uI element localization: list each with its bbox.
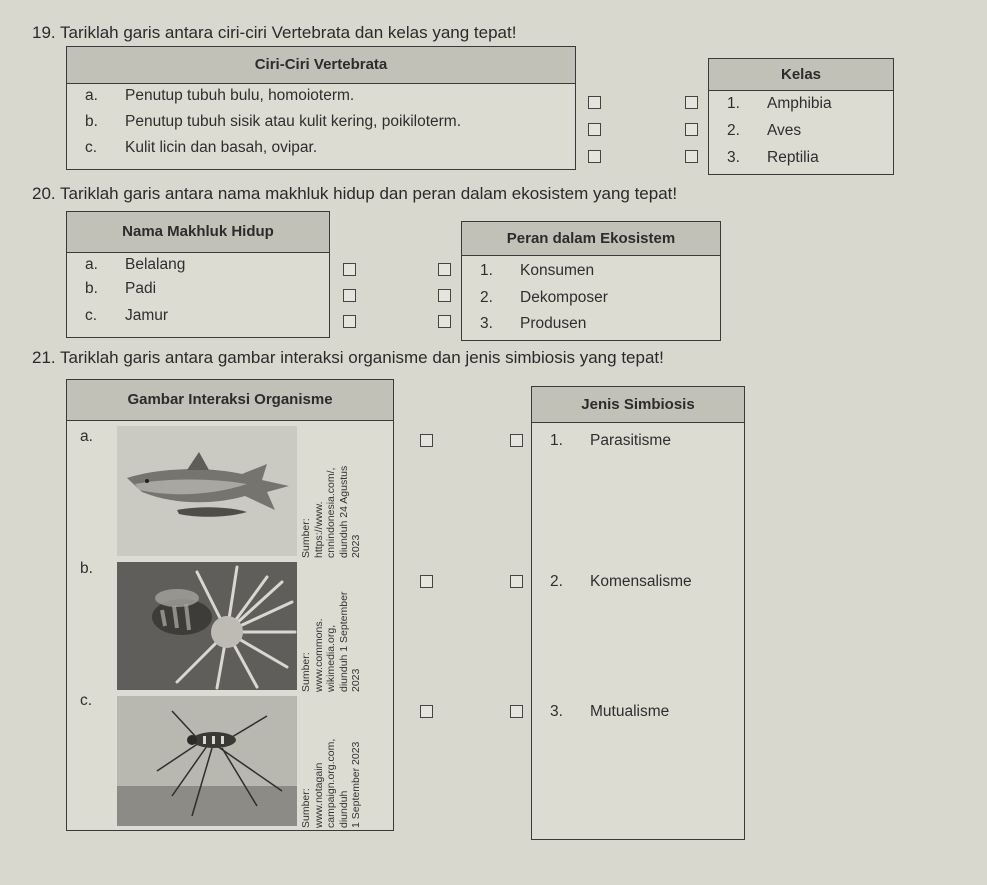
q19-left-checkbox-b[interactable] bbox=[588, 123, 601, 136]
q20-left-checkbox-c[interactable] bbox=[343, 315, 356, 328]
q21-item-c-source: Sumber: www.notagain campaign.org.com, diunduh 1 September 2023 bbox=[300, 738, 362, 828]
q21-right-checkbox-1[interactable] bbox=[510, 434, 523, 447]
q21-item-b-source: Sumber: www.commons. wikimedia.org, diunduh 1 September 2023 bbox=[300, 591, 362, 692]
q20-left-header: Nama Makhluk Hidup bbox=[67, 212, 329, 253]
q19-left-item-a: a. Penutup tubuh bulu, homoioterm. bbox=[85, 87, 355, 104]
q19-right-item-1: 1. Amphibia bbox=[727, 95, 832, 112]
question-20-title: 20. Tariklah garis antara nama makhluk hidup dan peran dalam ekosistem yang tepat! bbox=[32, 184, 678, 203]
q20-right-checkbox-3[interactable] bbox=[438, 315, 451, 328]
q21-item-a-source: Sumber: https://www. cnnindonesia.com/, diunduh 24 Agustus 2023 bbox=[300, 465, 362, 558]
q20-left-checkbox-b[interactable] bbox=[343, 289, 356, 302]
shark-with-remora-image bbox=[117, 426, 297, 556]
q20-right-item-1: 1. Konsumen bbox=[480, 262, 595, 279]
q20-right-checkbox-2[interactable] bbox=[438, 289, 451, 302]
q19-left-checkbox-a[interactable] bbox=[588, 96, 601, 109]
q19-left-header: Ciri-Ciri Vertebrata bbox=[67, 47, 575, 84]
question-19-title: 19. Tariklah garis antara ciri-ciri Vertebrata dan kelas yang tepat! bbox=[32, 23, 517, 42]
q20-right-item-3: 3. Produsen bbox=[480, 315, 587, 332]
q19-left-item-b: b. Penutup tubuh sisik atau kulit kering, poikiloterm. bbox=[85, 113, 462, 130]
q21-right-checkbox-2[interactable] bbox=[510, 575, 523, 588]
q20-left-item-b: b. Padi bbox=[85, 280, 157, 297]
q21-item-a-label: a. bbox=[80, 428, 93, 445]
q20-left-item-c: c. Jamur bbox=[85, 307, 169, 324]
q19-right-header: Kelas bbox=[709, 59, 893, 91]
q19-right-checkbox-2[interactable] bbox=[685, 123, 698, 136]
q19-left-table bbox=[66, 46, 576, 170]
q19-left-item-c: c. Kulit licin dan basah, ovipar. bbox=[85, 139, 318, 156]
q21-left-checkbox-a[interactable] bbox=[420, 434, 433, 447]
q21-right-item-1: 1. Parasitisme bbox=[550, 432, 671, 449]
q21-right-checkbox-3[interactable] bbox=[510, 705, 523, 718]
mosquito-on-skin-image bbox=[117, 696, 297, 826]
q21-item-b-photo bbox=[117, 562, 297, 690]
q21-right-table bbox=[531, 386, 745, 840]
q20-left-checkbox-a[interactable] bbox=[343, 263, 356, 276]
q21-right-item-2: 2. Komensalisme bbox=[550, 573, 692, 590]
q20-right-checkbox-1[interactable] bbox=[438, 263, 451, 276]
q21-item-b-label: b. bbox=[80, 560, 93, 577]
q21-left-checkbox-b[interactable] bbox=[420, 575, 433, 588]
q20-right-item-2: 2. Dekomposer bbox=[480, 289, 608, 306]
q20-left-item-a: a. Belalang bbox=[85, 256, 186, 273]
question-21-title: 21. Tariklah garis antara gambar interaksi organisme dan jenis simbiosis yang tepat! bbox=[32, 348, 664, 367]
q21-item-c-label: c. bbox=[80, 692, 93, 709]
q19-right-table bbox=[708, 58, 894, 175]
q19-right-checkbox-3[interactable] bbox=[685, 150, 698, 163]
q20-right-table bbox=[461, 221, 721, 341]
q20-right-header: Peran dalam Ekosistem bbox=[462, 222, 720, 256]
q20-left-table bbox=[66, 211, 330, 338]
q21-left-checkbox-c[interactable] bbox=[420, 705, 433, 718]
q19-right-checkbox-1[interactable] bbox=[685, 96, 698, 109]
q19-right-item-2: 2. Aves bbox=[727, 122, 802, 139]
q21-right-item-3: 3. Mutualisme bbox=[550, 703, 670, 720]
q21-item-a-photo bbox=[117, 426, 297, 556]
q21-item-c-photo bbox=[117, 696, 297, 826]
bee-on-flower-image bbox=[117, 562, 297, 690]
q21-left-header: Gambar Interaksi Organisme bbox=[67, 380, 393, 421]
q21-right-header: Jenis Simbiosis bbox=[532, 387, 744, 423]
q19-right-item-3: 3. Reptilia bbox=[727, 149, 819, 166]
q19-left-checkbox-c[interactable] bbox=[588, 150, 601, 163]
